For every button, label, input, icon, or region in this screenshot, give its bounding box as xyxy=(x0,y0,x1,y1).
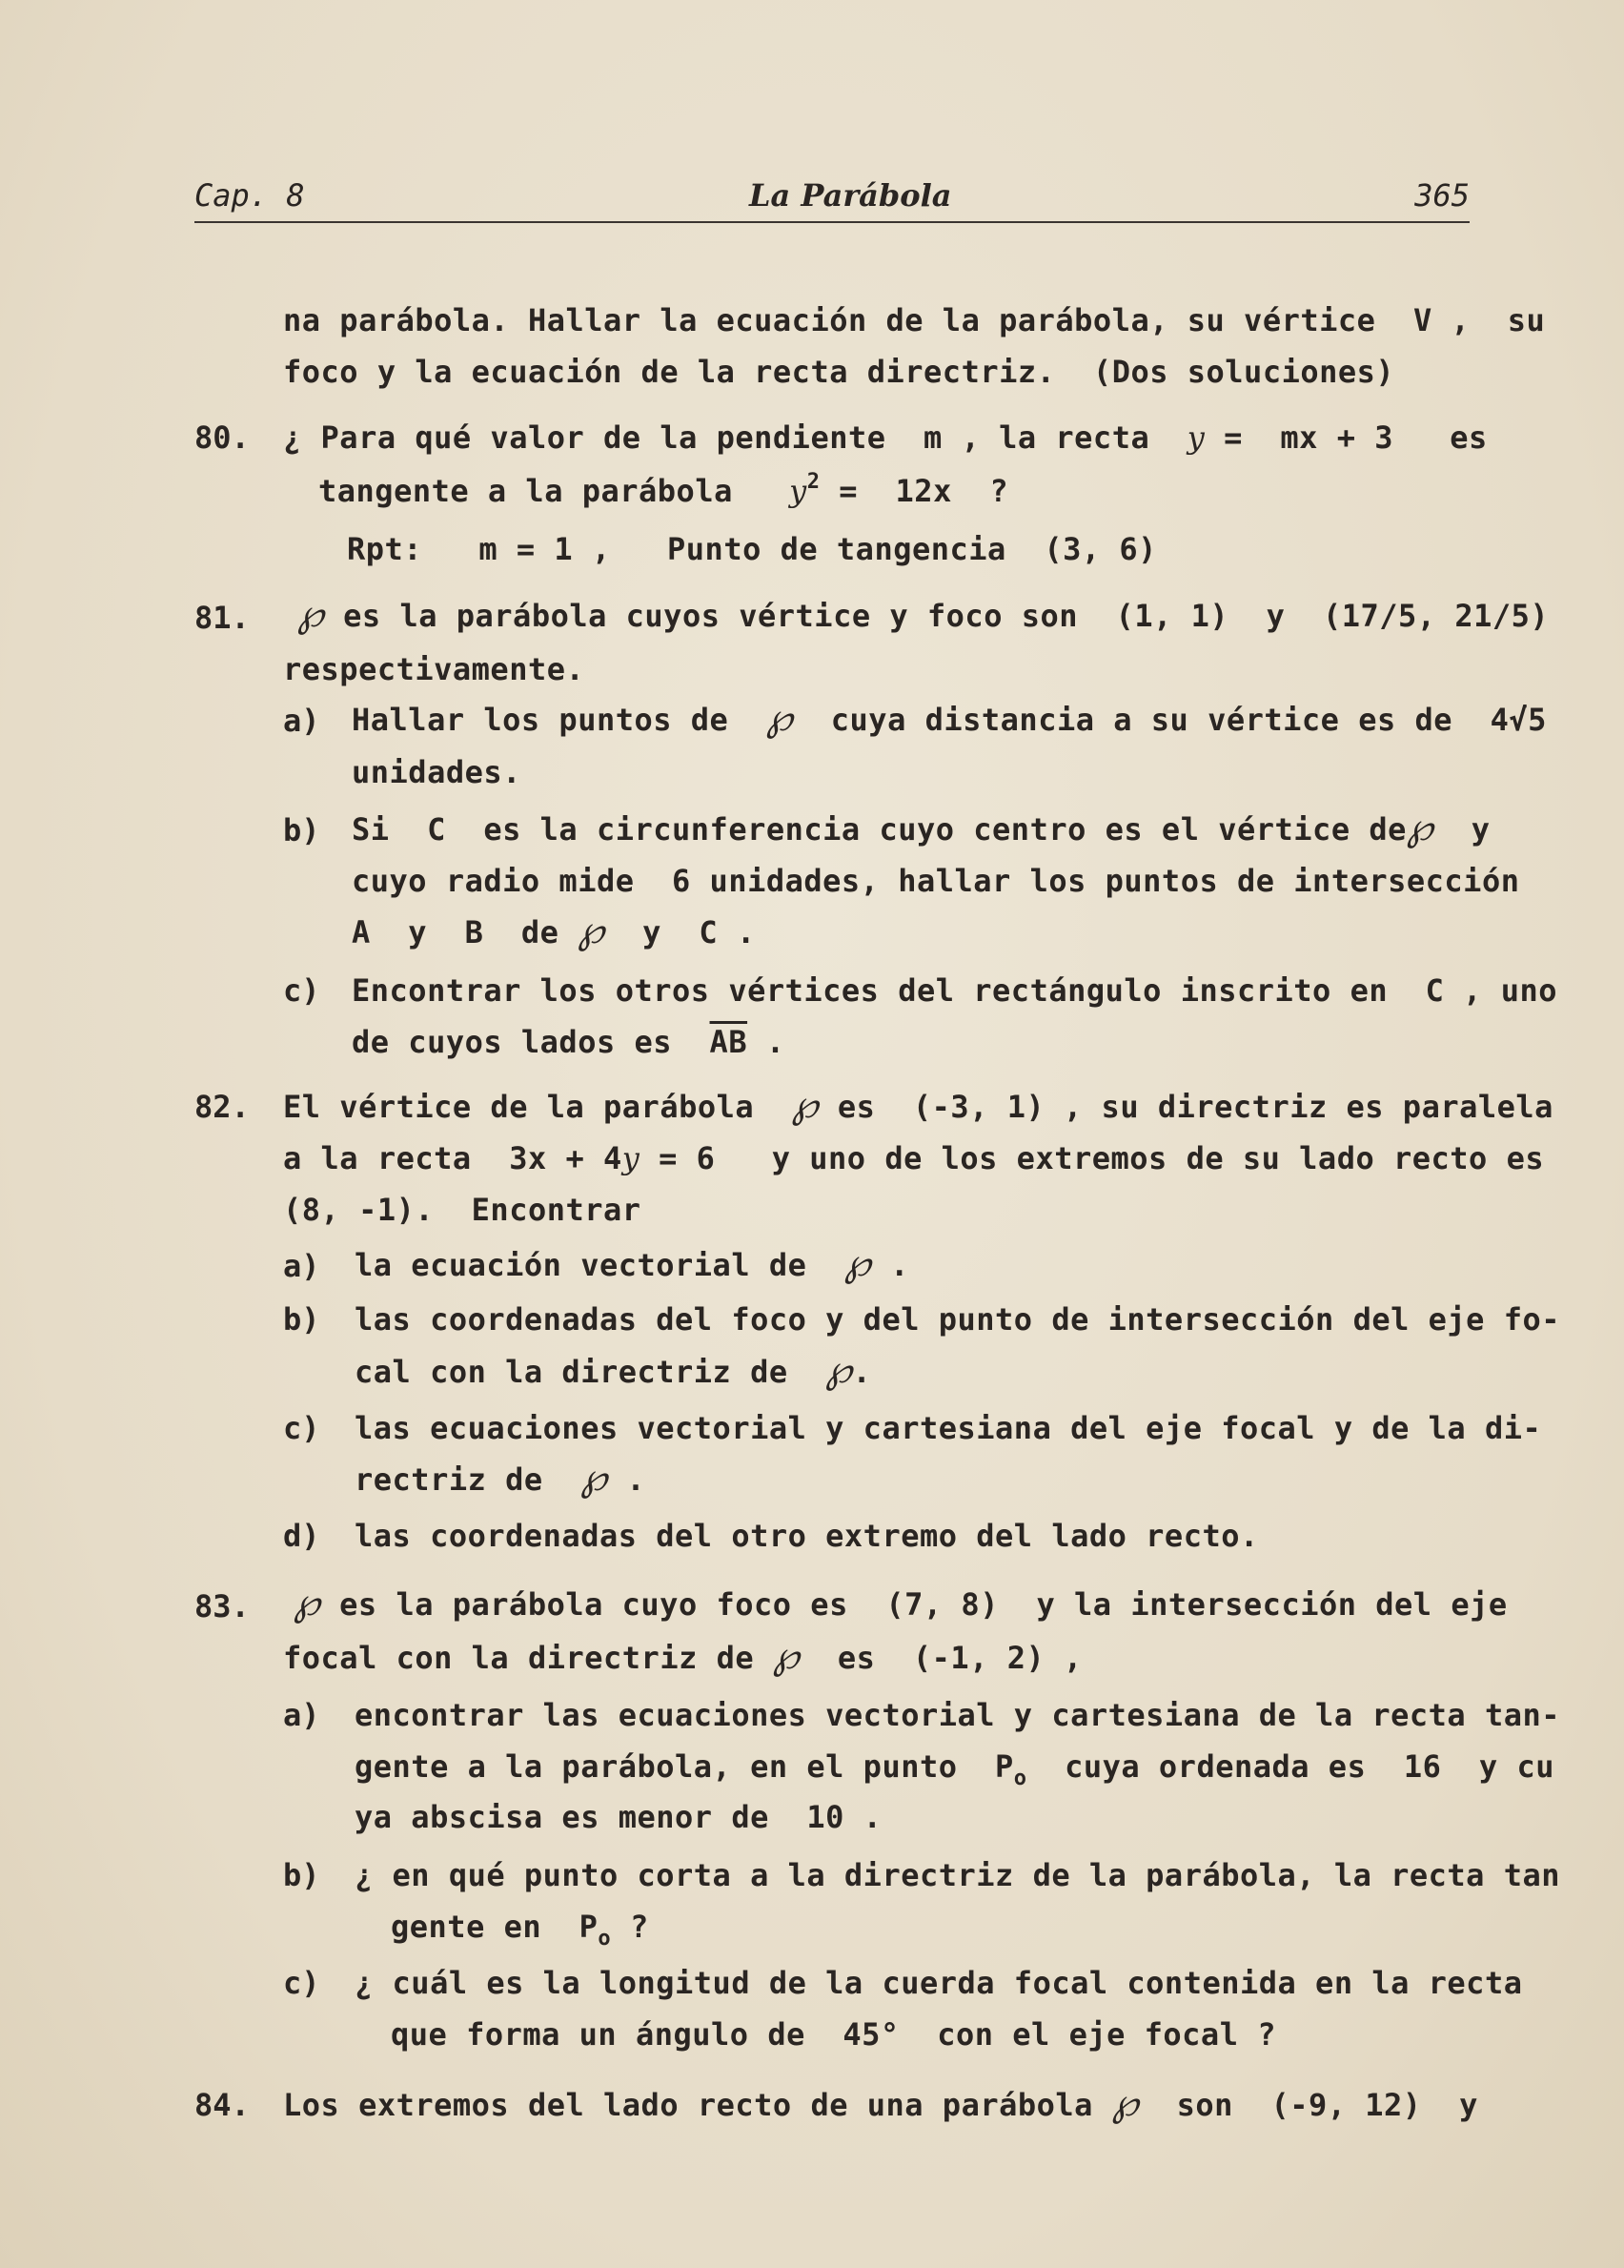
text-line: ¿ Para qué valor de la pendiente m , la recta y = mx + 3 es xyxy=(283,419,1488,456)
text-line: na parábola. Hallar la ecuación de la parábola, su vértice V , su xyxy=(283,302,1546,338)
text-line: Los extremos del lado recto de una parábola ℘ son (-9, 12) y xyxy=(283,2081,1478,2125)
text-line: a la recta 3x + 4y = 6 y uno de los extremos de su lado recto es xyxy=(283,1140,1545,1176)
item-label: d) xyxy=(283,1518,320,1554)
text-line: ya abscisa es menor de 10 . xyxy=(355,1799,883,1835)
text-line: encontrar las ecuaciones vectorial y cartesiana de la recta tan- xyxy=(355,1697,1560,1733)
item-label: c) xyxy=(283,1410,320,1446)
text-line: la ecuación vectorial de ℘ . xyxy=(355,1241,909,1285)
item-label: c) xyxy=(283,972,320,1009)
text-line: (8, -1). Encontrar xyxy=(283,1192,641,1228)
text-line: cuyo radio mide 6 unidades, hallar los puntos de intersección xyxy=(352,863,1520,899)
item-label: c) xyxy=(283,1965,320,2001)
item-label: b) xyxy=(283,1857,320,1893)
text-line: A y B de ℘ y C . xyxy=(352,909,756,952)
problem-number: 80. xyxy=(194,419,250,456)
text-line: rectriz de ℘ . xyxy=(355,1456,646,1500)
text-line: El vértice de la parábola ℘ es (-3, 1) , su directriz es paralela xyxy=(283,1083,1553,1127)
text-line: respectivamente. xyxy=(283,651,585,687)
text-line: ¿ en qué punto corta a la directriz de la parábola, la recta tan xyxy=(355,1857,1560,1893)
text-line: cal con la directriz de ℘. xyxy=(355,1348,872,1392)
text-line: las ecuaciones vectorial y cartesiana del eje focal y de la di- xyxy=(355,1410,1542,1446)
text-line: Encontrar los otros vértices del rectángulo inscrito en C , uno xyxy=(352,972,1557,1009)
text-line: las coordenadas del foco y del punto de intersección del eje fo- xyxy=(355,1301,1560,1338)
item-label: a) xyxy=(283,1697,320,1733)
text-line: tangente a la parábola $y^2 = 12x$ ? xyxy=(318,470,1009,509)
text-line: gente en $P_o$ ? xyxy=(391,1909,649,1951)
answer-line: Rpt: m = 1 , Punto de tangencia (3, 6) xyxy=(347,531,1157,567)
text-line: unidades. xyxy=(352,754,521,790)
item-label: a) xyxy=(283,1248,320,1284)
item-label: a) xyxy=(283,703,320,739)
text-line: ¿ cuál es la longitud de la cuerda focal contenida en la recta xyxy=(355,1965,1523,2001)
text-line: ℘ es la parábola cuyo foco es (7, 8) y la intersección del eje xyxy=(294,1581,1508,1624)
problem-number: 83. xyxy=(194,1588,250,1624)
chapter-title: La Parábola xyxy=(749,177,952,214)
text-line: que forma un ángulo de 45° con el eje focal ? xyxy=(391,2016,1276,2053)
text-line: gente a la parábola, en el punto $P_o$ cuya ordenada es 16 y cu xyxy=(355,1748,1554,1790)
text-line: de cuyos lados es $\overline{AB}$ . xyxy=(352,1024,785,1060)
text-line: foco y la ecuación de la recta directriz. (Dos soluciones) xyxy=(283,354,1395,390)
problem-number: 84. xyxy=(194,2087,250,2123)
text-line: Si C es la circunferencia cuyo centro es el vértice de℘ y xyxy=(352,806,1491,849)
text-line: Hallar los puntos de ℘ cuya distancia a su vértice es de 4√5 xyxy=(352,696,1547,740)
chapter-label: Cap. 8 xyxy=(194,177,305,214)
parabola-symbol: ℘ xyxy=(297,592,325,636)
text-line: las coordenadas del otro extremo del lado recto. xyxy=(355,1518,1259,1554)
problem-number: 82. xyxy=(194,1089,250,1125)
problem-number: 81. xyxy=(194,600,250,636)
text-line: ℘ es la parábola cuyos vértice y foco son (1, 1) y (17/5, 21/5) xyxy=(297,592,1550,636)
text-line: focal con la directriz de ℘ es (-1, 2) , xyxy=(283,1634,1083,1678)
item-label: b) xyxy=(283,1301,320,1338)
page-number: 365 xyxy=(1414,177,1470,214)
page-header xyxy=(194,172,1470,223)
item-label: b) xyxy=(283,812,320,848)
